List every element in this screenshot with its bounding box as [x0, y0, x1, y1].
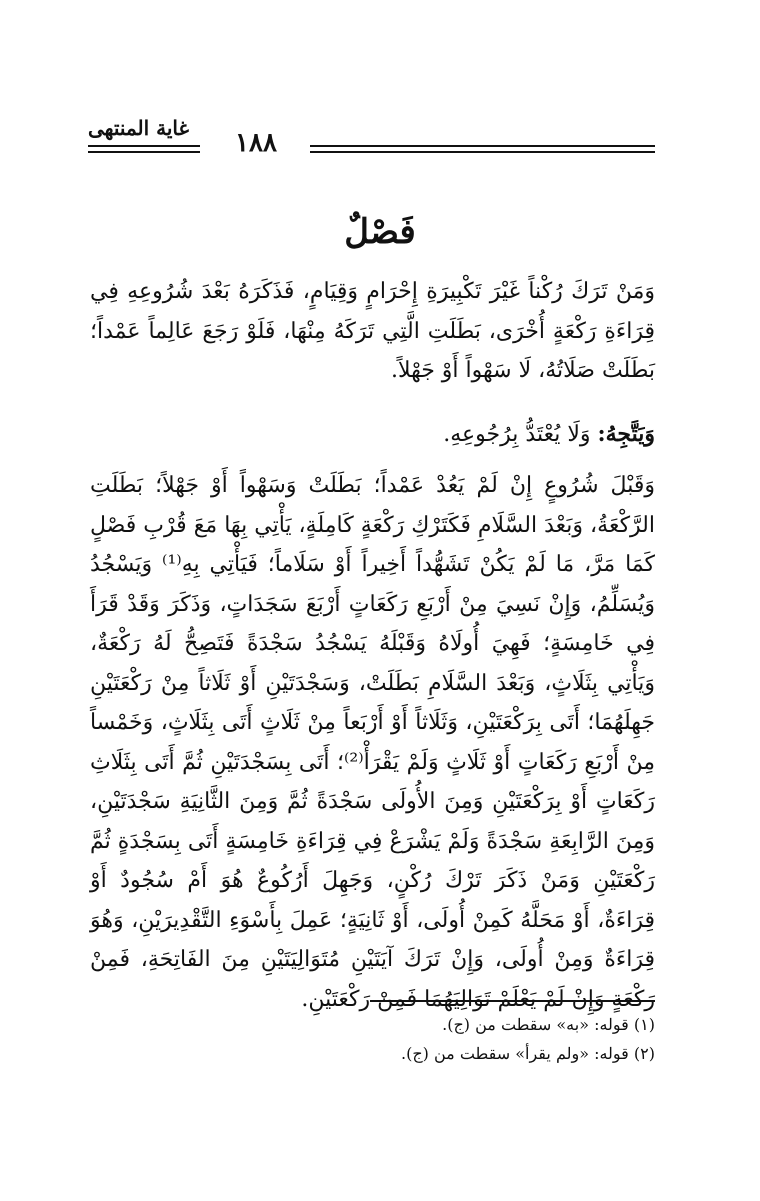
paragraph-2-text: وَلَا يُعْتَدُّ بِرُجُوعِهِ. — [443, 422, 598, 447]
paragraph-3: وَقَبْلَ شُرُوعٍ إِنْ لَمْ يَعُدْ عَمْداً؛ بَطَلَتْ وَسَهْواً أَوْ جَهْلاً؛ بَطَلَتِ الرَّكْعَةُ، وَبَعْدَ السَّلَامِ فَكَتَرْكِ رَكْعَةٍ كَامِلَةٍ، يَأْتِي بِهَا مَعَ قُرْبِ فَصْلٍ كَمَا مَرَّ، مَا لَمْ يَكُنْ تَشَهُّداً أَخِيراً أَوْ سَلَاماً؛ فَيَأْتِي بِهِ⁽¹⁾ وَيَسْجُدُ وَيُسَلِّمُ، وَإِنْ نَسِيَ مِنْ أَرْبَعِ رَكَعَاتٍ أَرْبَعَ سَجَدَاتٍ، وَذَكَرَ وَقَدْ قَرَأَ فِي خَامِسَةٍ؛ فَهِيَ أُولَاهُ وَقَبْلَهُ يَسْجُدُ سَجْدَةً فَتَصِحُّ لَهُ رَكْعَةٌ، وَيَأْتِي بِثَلَاثٍ، وَبَعْدَ السَّلَامِ بَطَلَتْ، وَسَجْدَتَيْنِ أَوْ ثَلَاثاً مِنْ رَكْعَتَيْنِ جَهِلَهُمَا؛ أَتَى بِرَكْعَتَيْنِ، وَثَلَاثاً أَوْ أَرْبَعاً مِنْ ثَلَاثٍ أَتَى بِثَلَاثٍ، وَخَمْساً مِنْ أَرْبَعِ رَكَعَاتٍ أَوْ ثَلَاثٍ وَلَمْ يَقْرَأْ⁽²⁾؛ أَتَى بِسَجْدَتَيْنِ ثُمَّ أَتَى بِثَلَاثِ رَكَعَاتٍ أَوْ بِرَكْعَتَيْنِ وَمِنَ الأُولَى سَجْدَةً ثُمَّ وَمِنَ الثَّانِيَةِ سَجْدَتَيْنِ، وَمِنَ الرَّابِعَةِ سَجْدَةً وَلَمْ يَشْرَعْ فِي قِرَاءَةِ خَامِسَةٍ أَتَى بِسَجْدَةٍ ثُمَّ رَكْعَتَيْنِ وَمَنْ ذَكَرَ تَرْكَ رُكْنٍ، وَجَهِلَ أَرُكُوعٌ هُوَ أَمْ سُجُودٌ أَوْ قِرَاءَةٌ، أَوْ مَحَلَّهُ كَمِنْ أُولَى، أَوْ ثَانِيَةٍ؛ عَمِلَ بِأَسْوَءِ التَّقْدِيرَيْنِ، وَهُوَ قِرَاءَةٌ وَمِنْ أُولَى، وَإِنْ تَرَكَ آيَتَيْنِ مُتَوَالِيَتَيْنِ مِنَ الفَاتِحَةِ، فَمِنْ رَكْعَةٍ وَإِنْ لَمْ يَعْلَمْ تَوَالِيَهُمَا فَمِنْ رَكْعَتَيْنِ. — [90, 473, 655, 1012]
header-rule-right-bottom — [310, 151, 655, 153]
footnote-1: (١) قوله: «به» سقطت من (ج). — [442, 1015, 655, 1034]
section-heading: فَصْلٌ — [344, 212, 416, 252]
page-number: ١٨٨ — [235, 128, 277, 158]
header-rule-left-top — [88, 145, 200, 147]
book-title: غاية المنتهى — [88, 116, 189, 140]
paragraph-2-term: وَيَتَّجِهُ: — [597, 421, 655, 447]
paragraph-1: وَمَنْ تَرَكَ رُكْناً غَيْرَ تَكْبِيرَةِ إِحْرَامٍ وَقِيَامٍ، فَذَكَرَهُ بَعْدَ شُرُوعِهِ فِي قِرَاءَةِ رَكْعَةٍ أُخْرَى، بَطَلَتِ الَّتِي تَرَكَهُ مِنْهَا، فَلَوْ رَجَعَ عَالِماً عَمْداً؛ بَطَلَتْ صَلَاتُهُ، لَا سَهْواً أَوْ جَهْلاً. — [90, 279, 655, 383]
header-rule-right-top — [310, 145, 655, 147]
footnote-2: (٢) قوله: «ولم يقرأ» سقطت من (ج). — [401, 1044, 655, 1063]
paragraph-2 — [90, 415, 655, 455]
header-rule-left-bottom — [88, 151, 200, 153]
footnote-separator — [370, 1000, 655, 1002]
